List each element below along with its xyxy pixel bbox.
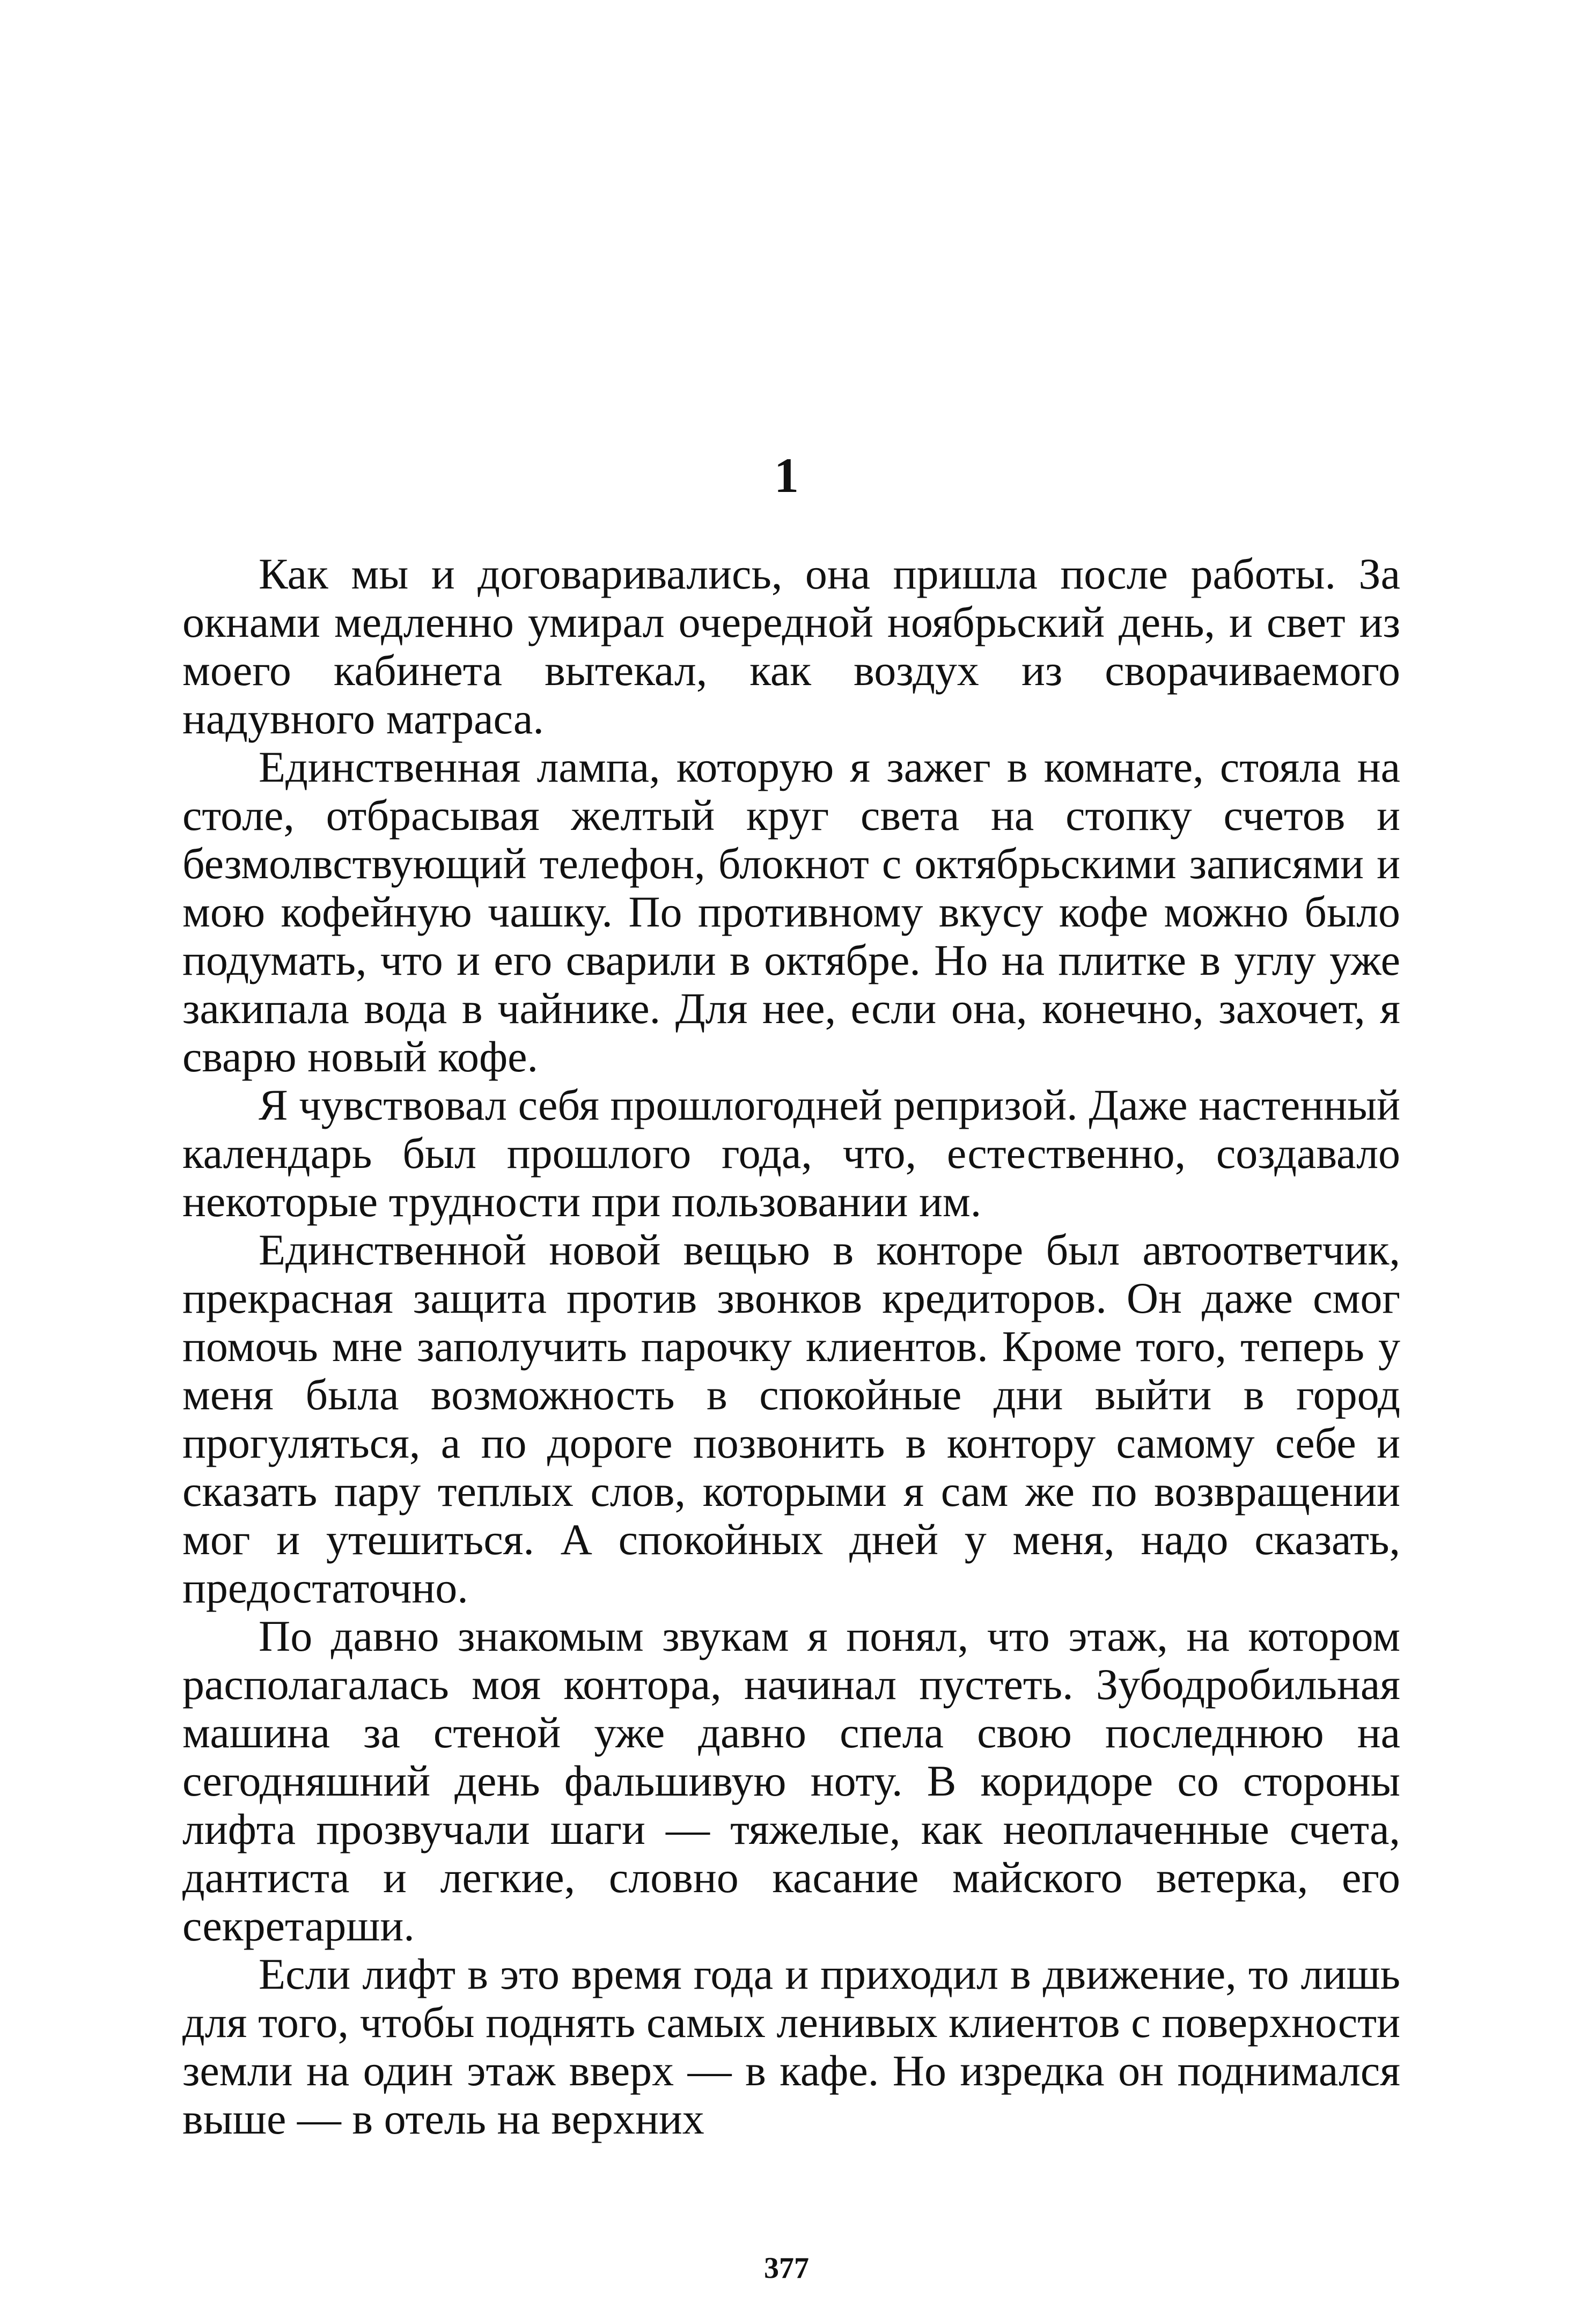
paragraph: Единственная лампа, которую я зажег в комнате, стояла на столе, отбрасывая желтый круг света на стопку счетов и безмолвствующий телефон, блокнот с октябрьскими записями и мою кофейную чашку. По противному вкусу кофе можно было подумать, что и его сварили в октябре. Но на плитке в углу уже закипала вода в чайнике. Для нее, если она, конечно, захочет, я сварю новый кофе. bbox=[182, 742, 1400, 1081]
paragraph: Я чувствовал себя прошлогодней репризой. Даже настенный календарь был прошлого года, что, естественно, создавало некоторые трудности при пользовании им. bbox=[182, 1080, 1400, 1226]
paragraph: Если лифт в это время года и приходил в движение, то лишь для того, чтобы поднять самых ленивых клиентов с поверхности земли на один этаж вверх — в кафе. Но изредка он поднимался выше — в отель на верхних bbox=[182, 1950, 1400, 2143]
body-text bbox=[182, 550, 1400, 2143]
page-number: 377 bbox=[764, 2252, 809, 2285]
paragraph: По давно знакомым звукам я понял, что этаж, на котором располагалась моя контора, начинал пустеть. Зубодробильная машина за стеной уже давно спела свою последнюю на сегодняшний день фальшивую ноту. В коридоре со стороны лифта прозвучали шаги — тяжелые, как неоплаченные счета, дантиста и легкие, словно касание майского ветерка, его секретарши. bbox=[182, 1612, 1400, 1950]
paragraph: Единственной новой вещью в конторе был автоответчик, прекрасная защита против звонков кредиторов. Он даже смог помочь мне заполучить парочку клиентов. Кроме того, теперь у меня была возможность в спокойные дни выйти в город прогуляться, а по дороге позвонить в контору самому себе и сказать пару теплых слов, которыми я сам же по возвращении мог и утешиться. А спокойных дней у меня, надо сказать, предостаточно. bbox=[182, 1225, 1400, 1612]
chapter-number: 1 bbox=[774, 448, 799, 503]
paragraph: Как мы и договаривались, она пришла после работы. За окнами медленно умирал очередной ноябрьский день, и свет из моего кабинета вытекал, как воздух из сворачиваемого надувного матраса. bbox=[182, 549, 1400, 743]
